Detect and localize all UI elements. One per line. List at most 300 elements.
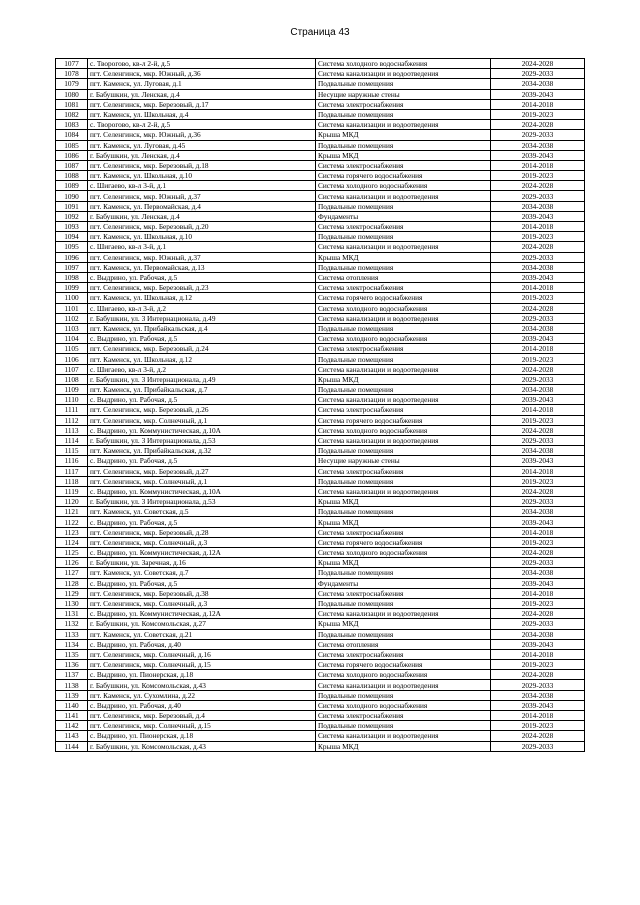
row-number: 1084	[56, 130, 88, 140]
row-number: 1095	[56, 242, 88, 252]
row-address: пгт. Селенгинск, мкр. Солнечный, д.15	[88, 721, 316, 731]
row-number: 1137	[56, 670, 88, 680]
row-system: Система холодного водоснабжения	[316, 670, 491, 680]
row-address: пгт. Селенгинск, мкр. Солнечный, д.15	[88, 660, 316, 670]
row-number: 1092	[56, 211, 88, 221]
row-address: с. Выдрино, ул. Рабочая, д.5	[88, 334, 316, 344]
row-number: 1127	[56, 568, 88, 578]
row-address: г. Бабушкин, ул. 3 Интернационала, д.49	[88, 374, 316, 384]
row-address: с. Шигаево, кв-л 3-й, д.1	[88, 181, 316, 191]
table-row	[56, 354, 585, 364]
table-row	[56, 344, 585, 354]
row-address: пгт. Каменск, ул. Первомайская, д.13	[88, 262, 316, 272]
row-number: 1114	[56, 435, 88, 445]
row-system: Система канализации и водоотведения	[316, 120, 491, 130]
row-system: Система холодного водоснабжения	[316, 548, 491, 558]
row-number: 1099	[56, 283, 88, 293]
row-number: 1108	[56, 374, 88, 384]
row-period: 2029-2033	[491, 680, 585, 690]
row-number: 1140	[56, 700, 88, 710]
row-period: 2019-2023	[491, 721, 585, 731]
row-system: Система горячего водоснабжения	[316, 660, 491, 670]
row-period: 2014-2018	[491, 527, 585, 537]
row-period: 2019-2023	[491, 354, 585, 364]
row-address: пгт. Каменск, ул. Школьная, д.10	[88, 232, 316, 242]
row-number: 1111	[56, 405, 88, 415]
row-address: пгт. Каменск, ул. Школьная, д.4	[88, 109, 316, 119]
row-number: 1136	[56, 660, 88, 670]
row-period: 2029-2033	[491, 191, 585, 201]
row-system: Система холодного водоснабжения	[316, 303, 491, 313]
row-system: Подвальные помещения	[316, 629, 491, 639]
row-system: Система канализации и водоотведения	[316, 242, 491, 252]
row-period: 2024-2028	[491, 303, 585, 313]
row-address: с. Выдрино, ул. Коммунистическая, д.10А	[88, 486, 316, 496]
row-system: Крыша МКД	[316, 517, 491, 527]
row-system: Система электроснабжения	[316, 160, 491, 170]
row-number: 1113	[56, 425, 88, 435]
row-system: Подвальные помещения	[316, 721, 491, 731]
row-number: 1112	[56, 415, 88, 425]
row-system: Крыша МКД	[316, 497, 491, 507]
row-system: Система горячего водоснабжения	[316, 171, 491, 181]
row-address: г. Бабушкин, ул. Комсомольская, д.43	[88, 741, 316, 751]
row-period: 2029-2033	[491, 619, 585, 629]
table-row	[56, 527, 585, 537]
row-number: 1109	[56, 385, 88, 395]
row-period: 2034-2038	[491, 568, 585, 578]
row-number: 1122	[56, 517, 88, 527]
row-system: Система холодного водоснабжения	[316, 334, 491, 344]
row-period: 2039-2043	[491, 272, 585, 282]
row-number: 1097	[56, 262, 88, 272]
row-system: Система электроснабжения	[316, 99, 491, 109]
row-period: 2019-2023	[491, 232, 585, 242]
row-system: Система электроснабжения	[316, 344, 491, 354]
row-system: Система электроснабжения	[316, 222, 491, 232]
row-address: пгт. Каменск, ул. Советская, д.7	[88, 568, 316, 578]
row-system: Крыша МКД	[316, 150, 491, 160]
row-system: Система отопления	[316, 639, 491, 649]
row-system: Система горячего водоснабжения	[316, 293, 491, 303]
row-number: 1098	[56, 272, 88, 282]
row-system: Крыша МКД	[316, 374, 491, 384]
row-period: 2019-2023	[491, 660, 585, 670]
row-period: 2039-2043	[491, 700, 585, 710]
repair-schedule-table	[55, 58, 585, 752]
row-period: 2014-2018	[491, 344, 585, 354]
row-number: 1077	[56, 59, 88, 69]
row-system: Система электроснабжения	[316, 466, 491, 476]
row-address: пгт. Селенгинск, мкр. Березовый, д.4	[88, 711, 316, 721]
table-row	[56, 303, 585, 313]
row-number: 1129	[56, 588, 88, 598]
row-number: 1141	[56, 711, 88, 721]
row-period: 2029-2033	[491, 558, 585, 568]
table-row	[56, 588, 585, 598]
row-system: Несущие наружные стены	[316, 456, 491, 466]
row-period: 2034-2038	[491, 201, 585, 211]
row-number: 1132	[56, 619, 88, 629]
table-row	[56, 619, 585, 629]
table-row	[56, 660, 585, 670]
row-number: 1088	[56, 171, 88, 181]
row-system: Система электроснабжения	[316, 588, 491, 598]
table-row	[56, 313, 585, 323]
row-address: с. Выдрино, ул. Коммунистическая, д.12А	[88, 609, 316, 619]
table-row	[56, 629, 585, 639]
row-period: 2039-2043	[491, 517, 585, 527]
row-period: 2024-2028	[491, 364, 585, 374]
row-number: 1120	[56, 497, 88, 507]
row-period: 2014-2018	[491, 588, 585, 598]
row-period: 2019-2023	[491, 293, 585, 303]
page-header: Страница 43	[290, 27, 350, 38]
row-number: 1106	[56, 354, 88, 364]
row-period: 2034-2038	[491, 629, 585, 639]
table-row	[56, 89, 585, 99]
row-number: 1117	[56, 466, 88, 476]
table-row	[56, 598, 585, 608]
row-address: с. Шигаево, кв-л 3-й, д.2	[88, 364, 316, 374]
row-system: Система горячего водоснабжения	[316, 537, 491, 547]
row-address: пгт. Селенгинск, мкр. Березовый, д.28	[88, 527, 316, 537]
row-address: с. Выдрино, ул. Рабочая, д.5	[88, 272, 316, 282]
table-row	[56, 690, 585, 700]
table-row	[56, 731, 585, 741]
row-address: г. Бабушкин, ул. Ленская, д.4	[88, 150, 316, 160]
row-address: пгт. Селенгинск, мкр. Солнечный, д.1	[88, 415, 316, 425]
row-system: Система электроснабжения	[316, 711, 491, 721]
table-row	[56, 59, 585, 69]
table-body	[56, 59, 585, 752]
row-address: с. Выдрино, ул. Пионерская, д.18	[88, 670, 316, 680]
row-period: 2024-2028	[491, 548, 585, 558]
row-system: Подвальные помещения	[316, 323, 491, 333]
row-period: 2039-2043	[491, 334, 585, 344]
row-system: Подвальные помещения	[316, 385, 491, 395]
row-number: 1102	[56, 313, 88, 323]
row-address: с. Выдрино, ул. Рабочая, д.40	[88, 639, 316, 649]
row-number: 1135	[56, 649, 88, 659]
row-period: 2039-2043	[491, 211, 585, 221]
row-period: 2039-2043	[491, 395, 585, 405]
row-address: пгт. Каменск, ул. Школьная, д.10	[88, 171, 316, 181]
table-row	[56, 385, 585, 395]
row-system: Система отопления	[316, 272, 491, 282]
row-system: Система электроснабжения	[316, 527, 491, 537]
row-address: пгт. Селенгинск, мкр. Южный, д.36	[88, 69, 316, 79]
row-number: 1085	[56, 140, 88, 150]
row-address: г. Бабушкин, ул. 3 Интернационала, д.53	[88, 435, 316, 445]
row-address: пгт. Каменск, ул. Прибайкальская, д.7	[88, 385, 316, 395]
row-number: 1107	[56, 364, 88, 374]
row-address: с. Творогово, кв-л 2-й, д.5	[88, 59, 316, 69]
table-row	[56, 649, 585, 659]
row-period: 2024-2028	[491, 59, 585, 69]
row-number: 1124	[56, 537, 88, 547]
table-row	[56, 262, 585, 272]
row-period: 2034-2038	[491, 262, 585, 272]
row-system: Система электроснабжения	[316, 283, 491, 293]
row-system: Система электроснабжения	[316, 649, 491, 659]
row-period: 2034-2038	[491, 507, 585, 517]
row-address: с. Выдрино, ул. Коммунистическая, д.12А	[88, 548, 316, 558]
row-system: Система канализации и водоотведения	[316, 191, 491, 201]
row-period: 2039-2043	[491, 639, 585, 649]
row-address: пгт. Селенгинск, мкр. Южный, д.37	[88, 252, 316, 262]
row-address: пгт. Каменск, ул. Сухомлина, д.22	[88, 690, 316, 700]
table-row	[56, 558, 585, 568]
row-system: Система электроснабжения	[316, 405, 491, 415]
row-period: 2014-2018	[491, 405, 585, 415]
table-row	[56, 374, 585, 384]
row-system: Система канализации и водоотведения	[316, 364, 491, 374]
row-period: 2024-2028	[491, 486, 585, 496]
table-row	[56, 334, 585, 344]
row-system: Система канализации и водоотведения	[316, 680, 491, 690]
row-number: 1105	[56, 344, 88, 354]
row-address: пгт. Селенгинск, мкр. Березовый, д.26	[88, 405, 316, 415]
row-address: пгт. Каменск, ул. Школьная, д.12	[88, 293, 316, 303]
table-row	[56, 120, 585, 130]
row-period: 2034-2038	[491, 79, 585, 89]
row-period: 2014-2018	[491, 466, 585, 476]
row-address: пгт. Каменск, ул. Луговая, д.45	[88, 140, 316, 150]
row-period: 2019-2023	[491, 109, 585, 119]
row-period: 2014-2018	[491, 711, 585, 721]
row-address: с. Выдрино, ул. Рабочая, д.40	[88, 700, 316, 710]
table-row	[56, 476, 585, 486]
table-row	[56, 99, 585, 109]
row-system: Подвальные помещения	[316, 507, 491, 517]
row-address: пгт. Каменск, ул. Прибайкальская, д.32	[88, 446, 316, 456]
table-row	[56, 425, 585, 435]
row-period: 2024-2028	[491, 242, 585, 252]
row-system: Крыша МКД	[316, 130, 491, 140]
row-number: 1083	[56, 120, 88, 130]
row-system: Крыша МКД	[316, 558, 491, 568]
row-period: 2029-2033	[491, 741, 585, 751]
row-address: г. Бабушкин, ул. 3 Интернационала, д.53	[88, 497, 316, 507]
row-system: Подвальные помещения	[316, 140, 491, 150]
row-number: 1128	[56, 578, 88, 588]
row-number: 1139	[56, 690, 88, 700]
row-period: 2039-2043	[491, 578, 585, 588]
row-address: пгт. Каменск, ул. Прибайкальская, д.4	[88, 323, 316, 333]
row-address: с. Шигаево, кв-л 3-й, д.1	[88, 242, 316, 252]
row-address: с. Выдрино, ул. Рабочая, д.5	[88, 517, 316, 527]
row-address: пгт. Каменск, ул. Школьная, д.12	[88, 354, 316, 364]
row-number: 1110	[56, 395, 88, 405]
row-number: 1116	[56, 456, 88, 466]
row-system: Система канализации и водоотведения	[316, 395, 491, 405]
row-period: 2029-2033	[491, 313, 585, 323]
table-row	[56, 293, 585, 303]
row-number: 1078	[56, 69, 88, 79]
row-number: 1104	[56, 334, 88, 344]
row-period: 2029-2033	[491, 374, 585, 384]
table-row	[56, 140, 585, 150]
row-address: пгт. Селенгинск, мкр. Березовый, д.20	[88, 222, 316, 232]
row-period: 2029-2033	[491, 497, 585, 507]
row-system: Система горячего водоснабжения	[316, 415, 491, 425]
row-period: 2034-2038	[491, 140, 585, 150]
row-system: Крыша МКД	[316, 741, 491, 751]
row-system: Система холодного водоснабжения	[316, 425, 491, 435]
row-period: 2024-2028	[491, 425, 585, 435]
table-row	[56, 150, 585, 160]
table-row	[56, 191, 585, 201]
row-address: пгт. Каменск, ул. Луговая, д.1	[88, 79, 316, 89]
row-period: 2029-2033	[491, 252, 585, 262]
row-system: Система канализации и водоотведения	[316, 69, 491, 79]
table-row	[56, 700, 585, 710]
row-system: Подвальные помещения	[316, 476, 491, 486]
row-number: 1133	[56, 629, 88, 639]
row-address: пгт. Селенгинск, мкр. Солнечный, д.16	[88, 649, 316, 659]
table-row	[56, 680, 585, 690]
table-row	[56, 160, 585, 170]
row-number: 1115	[56, 446, 88, 456]
row-period: 2034-2038	[491, 690, 585, 700]
row-period: 2019-2023	[491, 476, 585, 486]
row-number: 1100	[56, 293, 88, 303]
row-address: пгт. Селенгинск, мкр. Березовый, д.18	[88, 160, 316, 170]
row-number: 1080	[56, 89, 88, 99]
row-number: 1119	[56, 486, 88, 496]
table-row	[56, 323, 585, 333]
row-address: пгт. Селенгинск, мкр. Солнечный, д.3	[88, 537, 316, 547]
row-number: 1082	[56, 109, 88, 119]
row-period: 2024-2028	[491, 670, 585, 680]
row-number: 1094	[56, 232, 88, 242]
row-address: с. Выдрино, ул. Рабочая, д.5	[88, 395, 316, 405]
table-row	[56, 446, 585, 456]
table-row	[56, 466, 585, 476]
table-row	[56, 171, 585, 181]
row-period: 2039-2043	[491, 456, 585, 466]
row-system: Подвальные помещения	[316, 354, 491, 364]
row-period: 2014-2018	[491, 160, 585, 170]
row-system: Подвальные помещения	[316, 446, 491, 456]
row-number: 1144	[56, 741, 88, 751]
row-period: 2024-2028	[491, 609, 585, 619]
row-period: 2039-2043	[491, 89, 585, 99]
row-number: 1130	[56, 598, 88, 608]
row-period: 2034-2038	[491, 446, 585, 456]
row-period: 2019-2023	[491, 171, 585, 181]
row-number: 1079	[56, 79, 88, 89]
table-row	[56, 232, 585, 242]
row-system: Фундаменты	[316, 211, 491, 221]
row-period: 2029-2033	[491, 435, 585, 445]
row-address: с. Творогово, кв-л 2-й, д.5	[88, 120, 316, 130]
row-period: 2014-2018	[491, 222, 585, 232]
row-period: 2014-2018	[491, 99, 585, 109]
table-row	[56, 222, 585, 232]
table-row	[56, 181, 585, 191]
row-address: с. Выдрино, ул. Рабочая, д.5	[88, 578, 316, 588]
table-row	[56, 721, 585, 731]
row-number: 1086	[56, 150, 88, 160]
row-address: пгт. Каменск, ул. Советская, д.5	[88, 507, 316, 517]
table-row	[56, 435, 585, 445]
row-number: 1093	[56, 222, 88, 232]
table-row	[56, 670, 585, 680]
row-system: Подвальные помещения	[316, 690, 491, 700]
table-row	[56, 497, 585, 507]
row-period: 2034-2038	[491, 323, 585, 333]
row-address: пгт. Селенгинск, мкр. Южный, д.36	[88, 130, 316, 140]
row-system: Подвальные помещения	[316, 109, 491, 119]
row-number: 1081	[56, 99, 88, 109]
row-number: 1103	[56, 323, 88, 333]
table-row	[56, 507, 585, 517]
table-row	[56, 109, 585, 119]
row-number: 1143	[56, 731, 88, 741]
row-system: Система холодного водоснабжения	[316, 59, 491, 69]
table-row	[56, 211, 585, 221]
table-row	[56, 741, 585, 751]
row-number: 1096	[56, 252, 88, 262]
row-system: Фундаменты	[316, 578, 491, 588]
table-row	[56, 130, 585, 140]
row-address: пгт. Селенгинск, мкр. Березовый, д.17	[88, 99, 316, 109]
row-address: пгт. Селенгинск, мкр. Южный, д.37	[88, 191, 316, 201]
row-system: Подвальные помещения	[316, 262, 491, 272]
row-address: пгт. Каменск, ул. Советская, д.21	[88, 629, 316, 639]
table-row	[56, 568, 585, 578]
row-address: пгт. Селенгинск, мкр. Солнечный, д.1	[88, 476, 316, 486]
row-system: Подвальные помещения	[316, 79, 491, 89]
row-system: Крыша МКД	[316, 619, 491, 629]
row-address: г. Бабушкин, ул. Комсомольская, д.43	[88, 680, 316, 690]
row-address: г. Бабушкин, ул. Заречная, д.16	[88, 558, 316, 568]
row-system: Система канализации и водоотведения	[316, 313, 491, 323]
table-row	[56, 395, 585, 405]
table-row	[56, 537, 585, 547]
row-system: Подвальные помещения	[316, 598, 491, 608]
row-number: 1123	[56, 527, 88, 537]
row-period: 2024-2028	[491, 120, 585, 130]
table-row	[56, 486, 585, 496]
row-system: Подвальные помещения	[316, 232, 491, 242]
row-address: пгт. Каменск, ул. Первомайская, д.4	[88, 201, 316, 211]
table-row	[56, 711, 585, 721]
row-period: 2029-2033	[491, 69, 585, 79]
table-row	[56, 517, 585, 527]
row-system: Подвальные помещения	[316, 568, 491, 578]
row-address: с. Выдрино, ул. Рабочая, д.5	[88, 456, 316, 466]
row-period: 2019-2023	[491, 598, 585, 608]
row-address: с. Шигаево, кв-л 3-й, д.2	[88, 303, 316, 313]
row-period: 2014-2018	[491, 649, 585, 659]
table-row	[56, 79, 585, 89]
row-number: 1101	[56, 303, 88, 313]
row-address: с. Выдрино, ул. Коммунистическая, д.10А	[88, 425, 316, 435]
table-row	[56, 639, 585, 649]
table-row	[56, 415, 585, 425]
table-row	[56, 283, 585, 293]
table-row	[56, 609, 585, 619]
row-address: пгт. Селенгинск, мкр. Березовый, д.23	[88, 283, 316, 293]
row-number: 1091	[56, 201, 88, 211]
row-period: 2014-2018	[491, 283, 585, 293]
table-row	[56, 272, 585, 282]
row-system: Система канализации и водоотведения	[316, 731, 491, 741]
table-row	[56, 364, 585, 374]
